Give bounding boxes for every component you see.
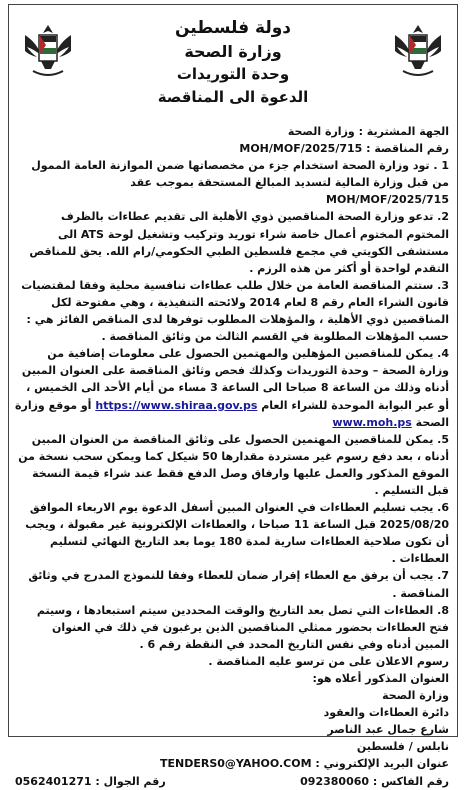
- item-5: 5. يمكن للمناقصين المهتمين الحصول على وثائق المناقصة من العنوان المبين أدناه ، بعد دفع رسوم غير مستردة مقدارها 50 شيكل كما ويمكن سحب نسخة من الموقع المذكور والعمل عليها وارفاق وصل الدفع فقط عند شراء قيمة النسخة قبل التسليم .: [18, 432, 449, 497]
- item-4-text: 4. يمكن للمناقصين المؤهلين والمهتمين الحصول على معلومات إضافية من وزارة الصحة – وحدة التوريدات وكذلك فحص وثائق المناقصة على العنوان المبين أدناه وذلك من الساعة 8 صباحا الى الساعة 3 مساء من أيام الأحد الى الخميس ، أو عبر البوابة الموحدة للشراء العام: [21, 347, 449, 412]
- moh-link[interactable]: www.moh.ps: [332, 415, 412, 429]
- address-heading: العنوان المذكور أعلاه هو:: [312, 672, 449, 685]
- tender-notice: [8, 4, 458, 788]
- address-line-2: دائرة العطاءات والعقود: [323, 706, 449, 720]
- item-6: 6. يجب تسليم العطاءات في العنوان المبين أسفل الدعوة يوم الاربعاء الموافق 2025/08/20 قبل الساعة 11 صباحا ، والعطاءات الإلكترونية غير مقبولة ، ويجب أن تكون صلاحية العطاءات سارية لمدة 180 يوما بعد التاريخ النهائي لتسليم العطاءات .: [25, 501, 449, 566]
- tender-number: رقم المناقصة : MOH/MOF/2025/715: [239, 142, 449, 156]
- unit-name: وحدة التوريدات: [176, 65, 290, 83]
- mobile-group: [15, 773, 166, 790]
- address-line-1: وزارة الصحة: [382, 689, 449, 703]
- fax-label: رقم الفاكس :: [372, 774, 449, 788]
- item-8: 8. العطاءات التي تصل بعد التاريخ والوقت المحددين سيتم استبعادها ، وسيتم فتح العطاءات بحضور ممثلي المناقصين الذين يرغبون في ذلك في العنوان المبين أدناه وفي نفس التاريخ المحدد في النقطة رقم 6 .: [36, 603, 449, 651]
- ministry-name: وزارة الصحة: [184, 42, 282, 61]
- address-line-4: نابلس / فلسطين: [356, 740, 449, 754]
- item-2: 2. تدعو وزارة الصحة المناقصين ذوي الأهلية الى تقديم عطاءات بالظرف المختوم المختوم أعمال خاصة شراء توريد وتركيب وتشغيل لوحة ATS الى مستشفى الكويتي في مجمع فلسطين الطبي الحكومي/رام الله. يحق للمناقص التقدم لواحدة أو أكثر من هذه الرزم .: [29, 210, 449, 275]
- item-3: 3. ستتم المناقصة العامة من خلال طلب عطاءات تنافسية محلية وفقا لمقتضيات قانون الشراء العام رقم 8 لعام 2014 ولائحته التنفيذية ، وهي مفتوحة لكل المناقصين ذوي الأهلية ، والمؤهلات المطلوب توفرها لدى المناقص الفائز هي : حسب المؤهلات المطلوبة في القسم الثالث من وثائق المناقصة .: [21, 278, 449, 344]
- mobile-label: رقم الجوال :: [95, 774, 166, 788]
- palestine-emblem-icon: [19, 21, 77, 83]
- item-4-mid: أو موقع وزارة الصحة: [15, 398, 449, 429]
- palestine-emblem-icon: [389, 21, 447, 83]
- shiraa-link[interactable]: https://www.shiraa.gov.ps: [95, 398, 258, 412]
- email-label: عنوان البريد الإلكتروني :: [315, 757, 449, 771]
- phone-row: [15, 773, 449, 790]
- notice-header: [89, 17, 377, 109]
- notice-title: الدعوة الى المناقصة: [157, 88, 309, 106]
- item-4: [15, 345, 449, 430]
- purchasing-entity: الجهة المشترية : وزارة الصحة: [287, 125, 449, 138]
- fee-note: رسوم الاعلان على من ترسو عليه المناقصة .: [208, 654, 449, 668]
- state-name: دولة فلسطين: [174, 18, 292, 38]
- item-7: 7. يجب أن يرفق مع العطاء إقرار ضمان للعطاء وفقا للنموذج المدرج في وثائق المناقصة .: [28, 569, 449, 600]
- email-row: [15, 755, 449, 772]
- mobile-value: 0562401271: [15, 774, 92, 788]
- fax-group: [300, 773, 449, 790]
- item-1: 1 . تود وزارة الصحة استخدام جزء من مخصصاتها ضمن الموازنة العامة الممول من قبل وزارة المالية لتسديد المبالغ المستحقة بموجب عقد MOH/MOF/2025/715: [31, 159, 449, 207]
- address-line-3: شارع جمال عبد الناصر: [327, 723, 449, 737]
- email-value[interactable]: TENDERS0@YAHOO.COM: [160, 757, 312, 771]
- notice-body: [15, 123, 449, 790]
- fax-value: 092380060: [300, 774, 370, 788]
